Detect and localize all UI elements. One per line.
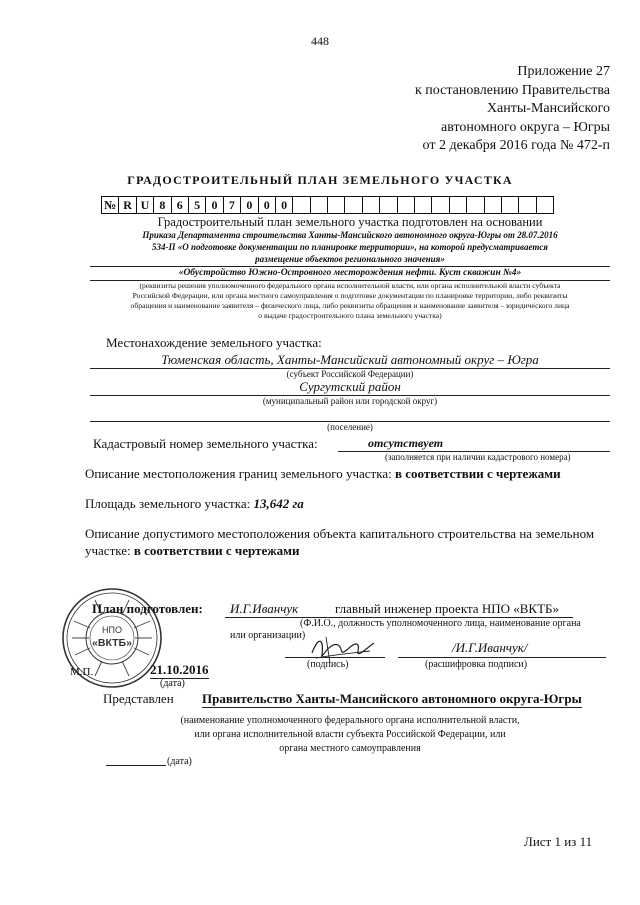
plan-number-cell [450,196,467,214]
plan-number-cell [485,196,502,214]
basis-note-1: (реквизиты решения уполномоченного федерального органа исполнительной власти, или органа исполнительной власти субъекта [139,281,561,290]
plan-number-cell [502,196,519,214]
placement-label: участке: [85,543,131,558]
prepared-name: И.Г.Иванчук [230,601,299,616]
presented-caption-3: органа местного самоуправления [279,743,421,754]
decoding-caption: (расшифровка подписи) [425,659,528,670]
page-number: 448 [311,34,329,48]
plan-number-cell: 8 [154,196,171,214]
district-caption: (муниципальный район или городской округ) [262,396,438,406]
plan-number-cell [328,196,345,214]
presented-caption-1: (наименование уполномоченного федерального органа исполнительной власти, [180,715,520,726]
plan-number-cell: 0 [259,196,276,214]
plan-number-cell [415,196,432,214]
placement-line-2 [85,543,300,559]
area-label: Площадь земельного участка: [85,496,251,511]
appendix-line-4: автономного округа – Югры [441,119,610,135]
basis-order-line-1: Приказа Департамента строительства Ханты-Мансийского автономного округа-Югры от 28.07.2016 [142,230,558,240]
plan-number-cell [537,196,554,214]
boundaries-label: Описание местоположения границ земельного участка: [85,466,392,481]
basis-object-name: «Обустройство Южно-Островного месторождения нефти. Куст скважин №4» [178,268,522,278]
basis-note-3: обращения и наименование заявителя – физического лица, либо реквизиты обращения и наименование заявителя – юридического лица [130,301,570,310]
decoding-value: /И.Г.Иванчук/ [452,640,528,655]
subject-caption: (субъект Российской Федерации) [286,369,414,379]
cadastral-caption: (заполняется при наличии кадастрового номера) [385,452,571,462]
basis-order-line-2: 534-П «О подготовке документации по планировке территории», на которой предусматривается [152,242,548,252]
boundaries-value: в соответствии с чертежами [394,466,561,481]
presented-date-caption: (дата) [167,756,192,767]
plan-number-cell [293,196,310,214]
presented-value: Правительство Ханты-Мансийского автономного округа-Югры [202,691,582,706]
location-subject: Тюменская область, Ханты-Мансийский автономный округ – Югра [161,352,539,367]
appendix-line-3: Ханты-Мансийского [486,101,610,116]
cadastral-label: Кадастровый номер земельного участка: [93,436,318,451]
plan-number-cell: 7 [224,196,241,214]
appendix-block [415,63,610,156]
plan-number-cell [380,196,397,214]
placement-line-1: Описание допустимого местоположения объекта капитального строительства на земельном [85,526,595,541]
plan-number-cell: R [119,196,136,214]
basis-note-4: о выдаче градостроительного плана земельного участка) [258,311,442,320]
cadastral-value: отсутствует [368,436,444,450]
plan-number-cell: 0 [206,196,223,214]
prepared-date: 21.10.2016 [150,662,209,677]
plan-number-cell: U [137,196,154,214]
basis-order-line-3: размещение объектов регионального значения» [255,254,445,264]
plan-number-cell: 6 [172,196,189,214]
location-label: Местонахождение земельного участка: [106,335,322,350]
presented-date-underline [106,765,166,766]
seal-center-line-1: НПО [102,625,122,635]
basis-underline-1 [90,266,610,267]
placement-value: в соответствии с чертежами [133,543,300,558]
plan-number-cell [345,196,362,214]
seal-center-line-2: «ВКТБ» [92,637,132,649]
plan-number-cell: 5 [189,196,206,214]
plan-number-cell [432,196,449,214]
plan-number-cell [311,196,328,214]
plan-number-cell: № [102,196,119,214]
decoding-underline [398,657,606,658]
basis-note-2: Российской Федерации, или органа местного самоуправления о подготовке документации по планировке территории, либо реквизиты [132,291,568,300]
appendix-line-1: Приложение 27 [517,64,610,79]
plan-number-cell [519,196,536,214]
prepared-caption-2: или организации) [230,630,306,641]
plan-number-cell: 0 [276,196,293,214]
settlement-caption: (поселение) [327,422,373,432]
location-district: Сургутский район [299,379,401,394]
basis-intro: Градостроительный план земельного участка подготовлен на основании [157,215,543,229]
plan-number-cell [398,196,415,214]
area-value: 13,642 га [253,496,304,511]
presented-label: Представлен [103,691,174,706]
appendix-line-2: к постановлению Правительства [414,82,610,98]
prepared-caption-1: (Ф.И.О., должность уполномоченного лица, наименование органа [300,618,581,629]
plan-number-cell [467,196,484,214]
prepared-date-caption: (дата) [160,678,185,689]
plan-number-cell [363,196,380,214]
sign-caption: (подпись) [307,659,349,670]
sign-underline [285,657,385,658]
boundaries-row [85,466,561,482]
document-title: ГРАДОСТРОИТЕЛЬНЫЙ ПЛАН ЗЕМЕЛЬНОГО УЧАСТКА [127,173,513,187]
presented-caption-2: или органа исполнительной власти субъекта Российской Федерации, или [194,729,506,740]
appendix-line-5: от 2 декабря 2016 года № 472-п [422,138,610,153]
plan-number-grid [101,196,554,214]
sheet-counter: Лист 1 из 11 [524,834,593,849]
prepared-position: главный инженер проекта НПО «ВКТБ» [335,601,559,616]
area-row [85,496,304,512]
prepared-label: План подготовлен: [92,601,203,616]
plan-number-cell: 0 [241,196,258,214]
mp-mark: М.П. [70,666,94,678]
